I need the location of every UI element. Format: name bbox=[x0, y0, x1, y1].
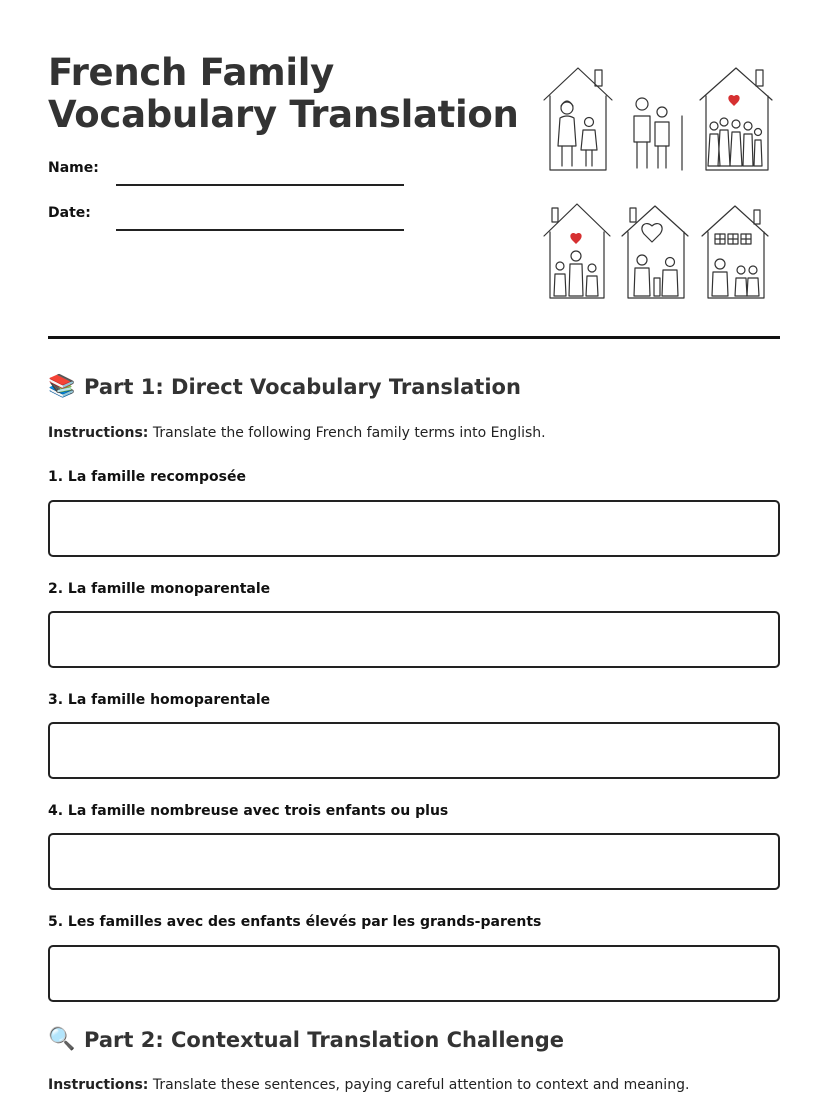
heart-icon bbox=[728, 95, 739, 106]
part2-instructions-text: Translate these sentences, paying careful attention to context and meaning. bbox=[148, 1077, 690, 1093]
answer-box-4[interactable] bbox=[48, 833, 780, 890]
question-1-label: 1. La famille recomposée bbox=[48, 469, 246, 485]
part1-instructions bbox=[48, 425, 546, 441]
answer-box-2[interactable] bbox=[48, 611, 780, 668]
date-line[interactable] bbox=[116, 229, 404, 231]
date-field[interactable] bbox=[48, 205, 404, 221]
family-houses-illustration bbox=[542, 66, 780, 306]
part2-instructions-label: Instructions: bbox=[48, 1077, 149, 1093]
question-3-label: 3. La famille homoparentale bbox=[48, 692, 271, 708]
part2-instructions bbox=[48, 1077, 689, 1093]
house-icon bbox=[700, 68, 772, 170]
house-icon bbox=[544, 204, 610, 298]
question-4-label: 4. La famille nombreuse avec trois enfants ou plus bbox=[48, 803, 449, 819]
part1-instructions-text: Translate the following French family terms into English. bbox=[148, 425, 546, 441]
magnifying-glass-icon: 🔍 bbox=[48, 1027, 76, 1052]
part2-heading bbox=[48, 1027, 564, 1052]
part1-instructions-label: Instructions: bbox=[48, 425, 149, 441]
question-2-label: 2. La famille monoparentale bbox=[48, 581, 271, 597]
house-icon bbox=[702, 206, 768, 298]
house-icon bbox=[622, 206, 688, 298]
answer-box-5[interactable] bbox=[48, 945, 780, 1002]
header-divider bbox=[48, 336, 780, 339]
name-label: Name: bbox=[48, 160, 99, 176]
question-5-label: 5. Les familles avec des enfants élevés par les grands-parents bbox=[48, 914, 542, 930]
house-icon bbox=[544, 68, 612, 170]
title-line-1: French Family bbox=[48, 51, 334, 94]
grandparents-icon bbox=[634, 98, 682, 170]
answer-box-1[interactable] bbox=[48, 500, 780, 557]
heart-icon bbox=[570, 233, 581, 244]
worksheet-header bbox=[48, 52, 780, 338]
part2-title: Part 2: Contextual Translation Challenge bbox=[84, 1027, 564, 1052]
part1-title: Part 1: Direct Vocabulary Translation bbox=[84, 374, 521, 399]
title-line-2: Vocabulary Translation bbox=[48, 93, 519, 136]
answer-box-3[interactable] bbox=[48, 722, 780, 779]
part1-heading bbox=[48, 374, 521, 399]
books-icon: 📚 bbox=[48, 374, 76, 399]
name-line[interactable] bbox=[116, 184, 404, 186]
name-field[interactable] bbox=[48, 160, 404, 176]
date-label: Date: bbox=[48, 205, 91, 221]
